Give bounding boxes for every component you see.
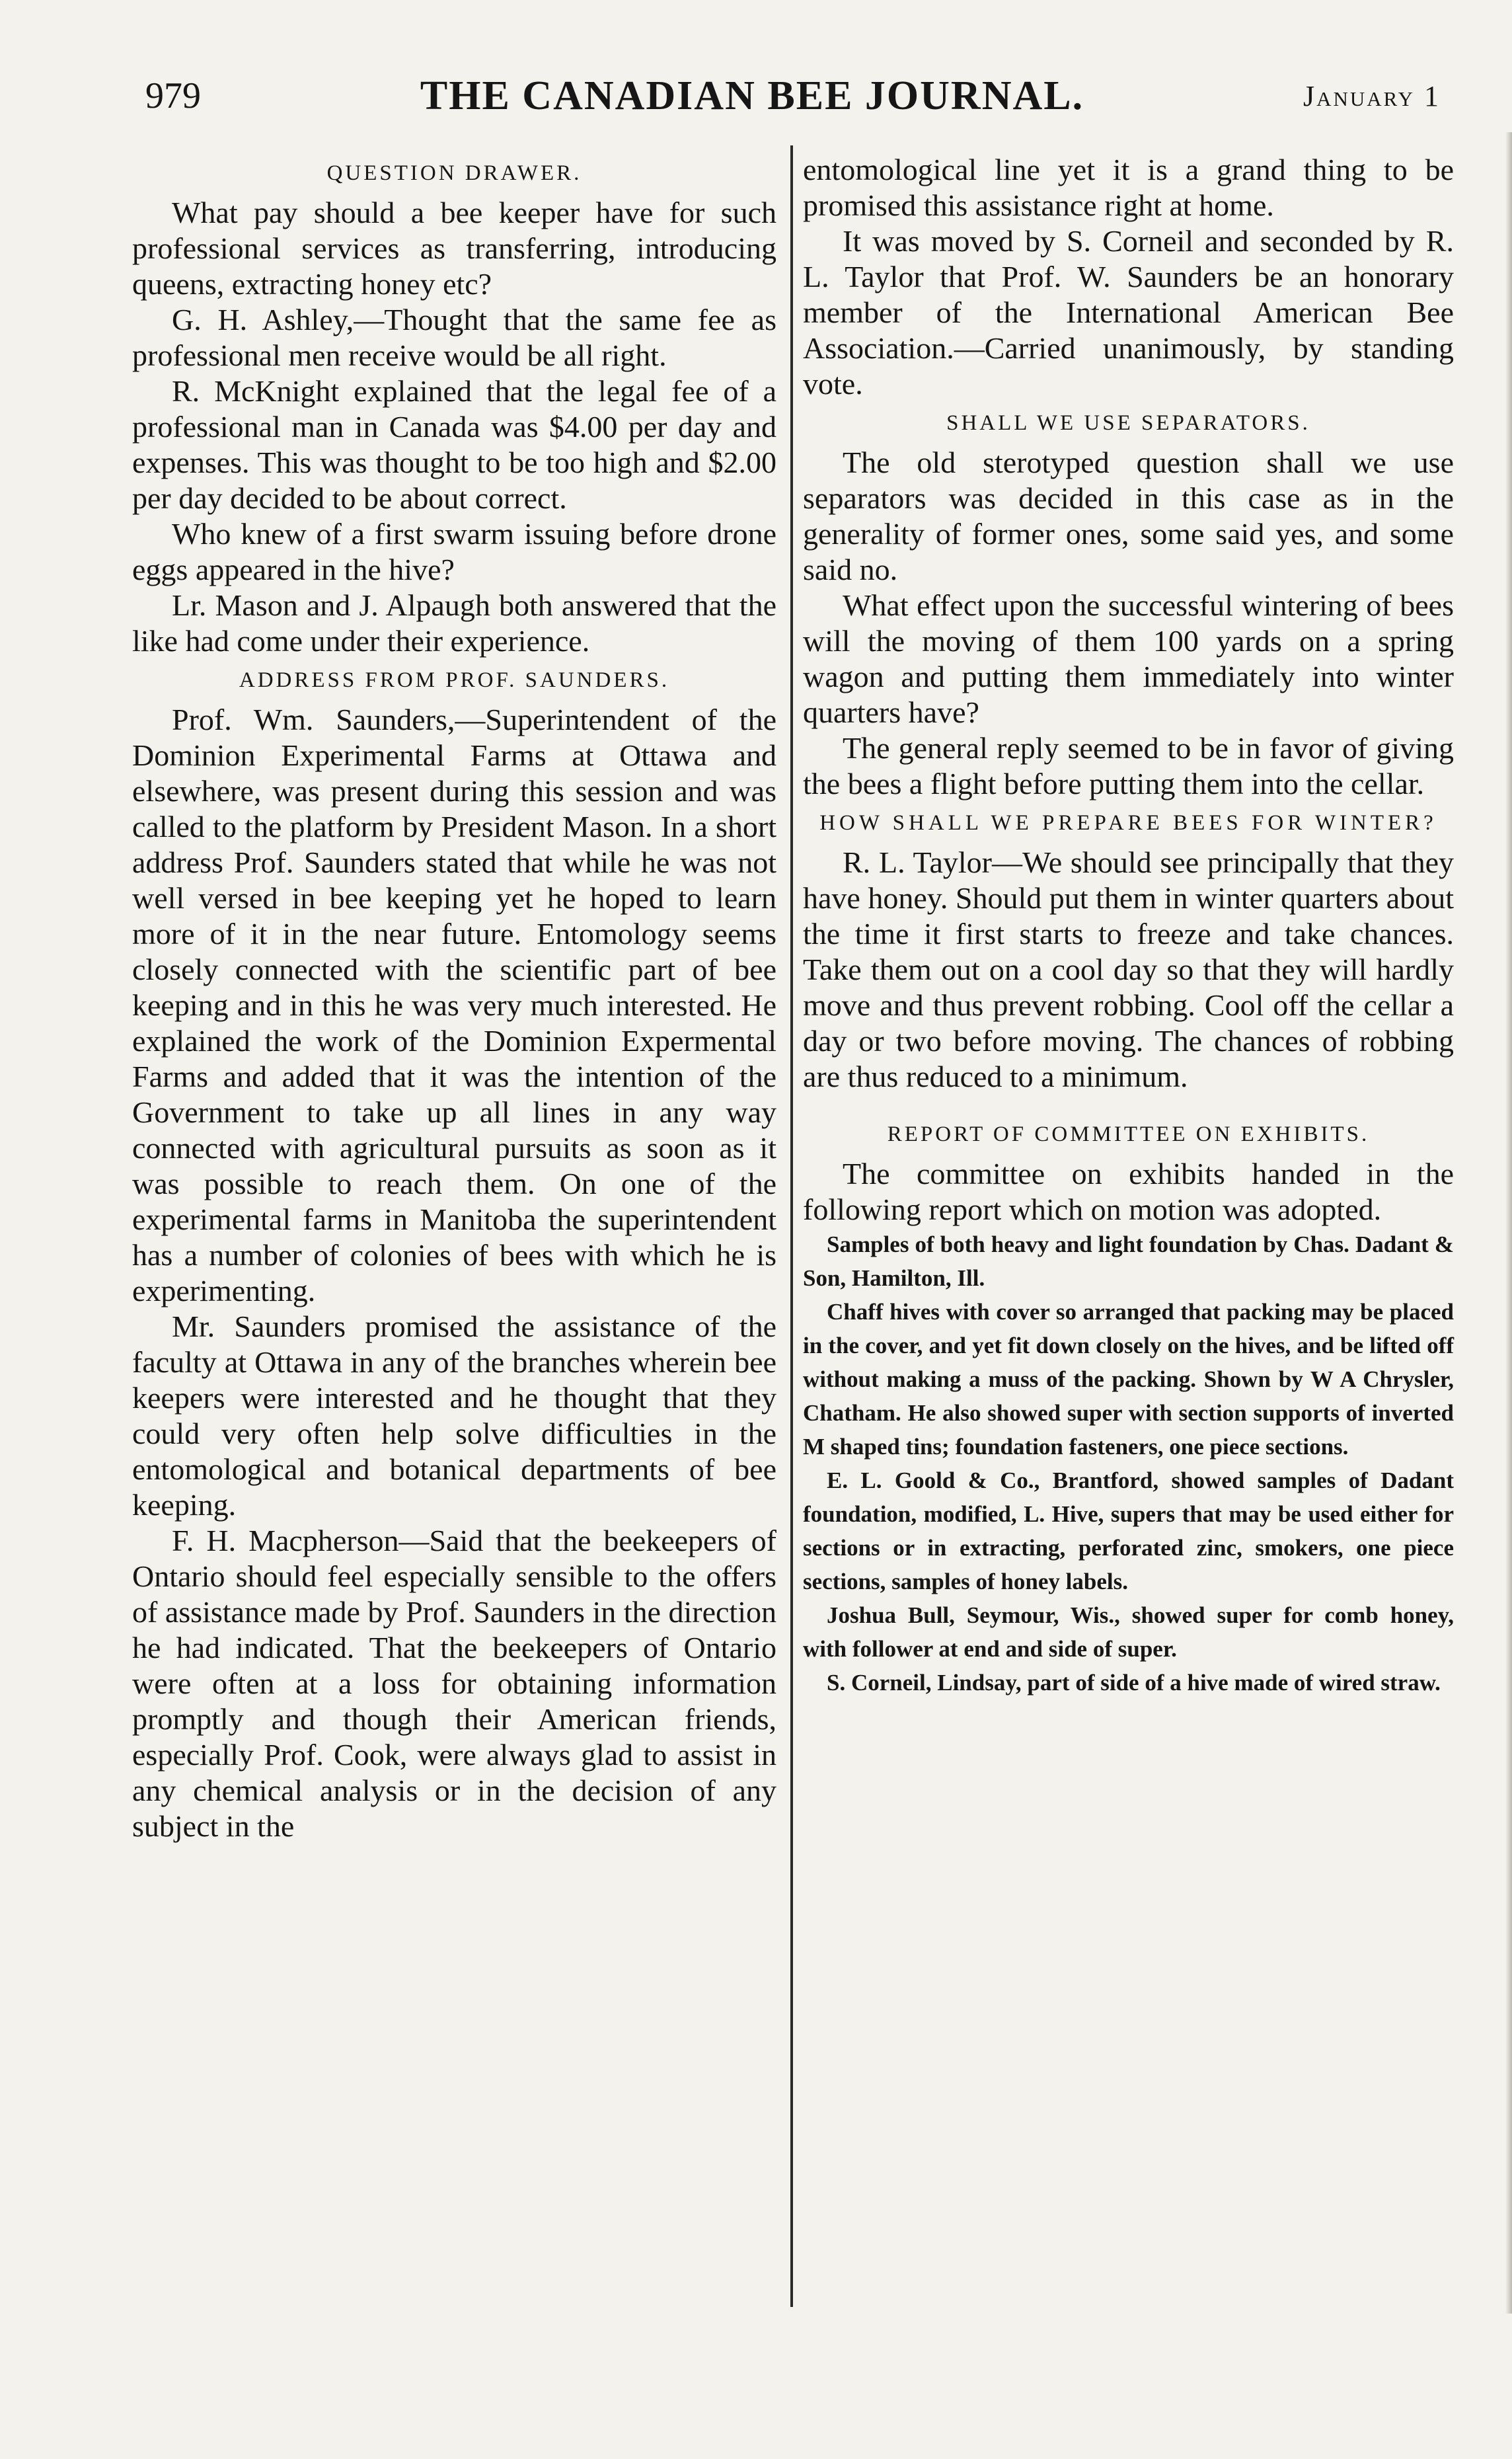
exhibit-item: E. L. Goold & Co., Brantford, showed samples of Dadant foundation, modified, L. Hive, supers that may be used either for sections or in extracting, perforated zinc, smokers, one piece sections, samples of honey labels. bbox=[803, 1467, 1454, 1594]
exhibit-item: Samples of both heavy and light foundation by Chas. Dadant & Son, Hamilton, Ill. bbox=[803, 1231, 1454, 1291]
journal-title: THE CANADIAN BEE JOURNAL. bbox=[420, 73, 1084, 118]
exhibit-item: Chaff hives with cover so arranged that packing may be placed in the cover, and yet fit down closely on the hives, and be lifted off without making a muss of the packing. Shown by W A Chrysler, Chatham. He also showed super with section supports of inverted M shaped tins; foundation fasteners, one piece sections. bbox=[803, 1299, 1454, 1460]
exhibit-item: Joshua Bull, Seymour, Wis., showed super for comb honey, with follower at end and side of super. bbox=[803, 1602, 1454, 1662]
question-drawer-paragraph: Lr. Mason and J. Alpaugh both answered that the like had come under their experience. bbox=[132, 588, 776, 658]
question-drawer-paragraph: G. H. Ashley,—Thought that the same fee as professional men receive would be all right. bbox=[132, 303, 776, 372]
question-drawer-paragraph: What pay should a bee keeper have for such professional services as transferring, introducing queens, extracting honey etc? bbox=[132, 196, 776, 301]
section-gap bbox=[803, 1095, 1454, 1113]
page-header bbox=[145, 66, 1441, 126]
continuation-paragraph: entomological line yet it is a grand thing to be promised this assistance right at home. bbox=[803, 153, 1454, 222]
continuation-paragraph: It was moved by S. Corneil and seconded by R. L. Taylor that Prof. W. Saunders be an honorary member of the International American Bee Association.—Carried unanimously, by standing vote. bbox=[803, 224, 1454, 401]
scan-edge-shadow bbox=[1505, 132, 1512, 2314]
question-drawer-heading: QUESTION DRAWER. bbox=[326, 161, 582, 185]
left-column bbox=[132, 152, 776, 1844]
prepare-paragraph: R. L. Taylor—We should see principally that they have honey. Should put them in winter quarters about the time it first starts to freeze and take chances. Take them out on a cool day so that they will hardly move and thus prevent robbing. Cool off the cellar a day or two before moving. The chances of robbing are thus reduced to a minimum. bbox=[803, 845, 1454, 1093]
right-column bbox=[803, 152, 1454, 1699]
address-paragraph: F. H. Macpherson—Said that the beekeepers of Ontario should feel especially sensible to the offers of assistance made by Prof. Saunders in the direction he had indicated. That the beekeepers of Ontario were often at a loss for obtaining information promptly and though their American friends, especially Prof. Cook, were always glad to assist in any chemical analysis or in the decision of any subject in the bbox=[132, 1524, 776, 1843]
issue-date: January 1 bbox=[1303, 79, 1441, 112]
column-divider bbox=[790, 145, 793, 2307]
address-paragraph: Mr. Saunders promised the assistance of the faculty at Ottawa in any of the branches wherein bee keepers were interested and he thought that they could very often help solve difficulties in the entomological and botanical departments of bee keeping. bbox=[132, 1309, 776, 1522]
question-drawer-paragraph: Who knew of a first swarm issuing before drone eggs appeared in the hive? bbox=[132, 517, 776, 586]
separators-paragraph: What effect upon the successful wintering of bees will the moving of them 100 yards on a spring wagon and putting them immediately into winter quarters have? bbox=[803, 588, 1454, 729]
exhibits-heading: REPORT OF COMMITTEE ON EXHIBITS. bbox=[887, 1122, 1370, 1146]
separators-paragraph: The old sterotyped question shall we use separators was decided in this case as in the generality of former ones, some said yes, and some said no. bbox=[803, 446, 1454, 586]
page-number: 979 bbox=[145, 75, 201, 116]
prepare-heading: HOW SHALL WE PREPARE BEES FOR WINTER? bbox=[819, 811, 1437, 835]
exhibits-intro: The committee on exhibits handed in the following report which on motion was adopted. bbox=[803, 1157, 1454, 1226]
question-drawer-paragraph: R. McKnight explained that the legal fee of a professional man in Canada was $4.00 per day and expenses. This was thought to be too high and $2.00 per day decided to be about correct. bbox=[132, 374, 776, 515]
separators-paragraph: The general reply seemed to be in favor of giving the bees a flight before putting them into the cellar. bbox=[803, 731, 1454, 800]
address-heading: ADDRESS FROM PROF. SAUNDERS. bbox=[239, 668, 670, 692]
separators-heading: SHALL WE USE SEPARATORS. bbox=[946, 411, 1310, 435]
exhibit-item: S. Corneil, Lindsay, part of side of a hive made of wired straw. bbox=[827, 1670, 1441, 1696]
address-paragraph: Prof. Wm. Saunders,—Superintendent of the Dominion Experimental Farms at Ottawa and elsewhere, was present during this session and was called to the platform by President Mason. In a short address Prof. Saunders stated that while he was not well versed in bee keeping yet he hoped to learn more of it in the near future. Entomology seems closely connected with the scientific part of bee keeping and in this he was very much interested. He explained the work of the Dominion Expermental Farms and added that it was the intention of the Government to take up all lines in any way connected with agricultural pursuits as soon as it was possible to reach them. On one of the experimental farms in Manitoba the superintendent has a number of colonies of bees with which he is experimenting. bbox=[132, 703, 776, 1308]
